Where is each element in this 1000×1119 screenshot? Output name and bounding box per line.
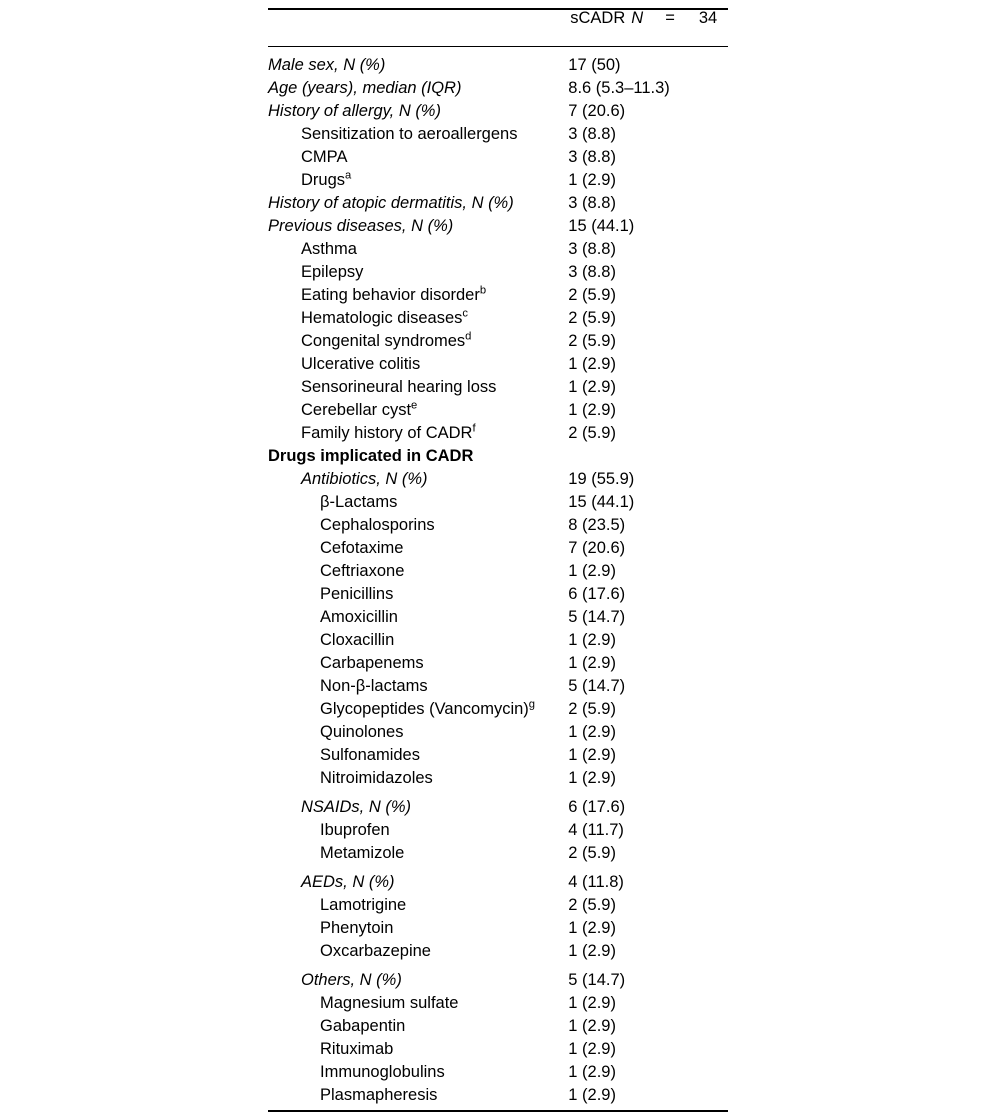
row-label-cell [268, 149, 568, 172]
table-row [268, 379, 728, 402]
row-label: Glycopeptides (Vancomycin) [320, 700, 529, 718]
row-label-cell [268, 770, 568, 793]
row-label: Cefotaxime [320, 539, 404, 557]
table-row [268, 845, 728, 868]
clinical-characteristics-table [268, 8, 728, 1112]
row-label-cell [268, 284, 568, 310]
row-label-cell [268, 1018, 568, 1041]
row-label-cell [268, 874, 568, 897]
table-head [268, 9, 728, 47]
table-row [268, 448, 728, 471]
row-value-cell: 6 (17.6) [568, 798, 626, 816]
table-row [268, 540, 728, 563]
row-label-cell [268, 632, 568, 655]
table-row [268, 356, 728, 379]
table-row [268, 586, 728, 609]
row-label: Cephalosporins [320, 516, 435, 534]
row-label: Gabapentin [320, 1017, 406, 1035]
row-label-cell [268, 494, 568, 517]
row-label: NSAIDs, N (%) [301, 798, 412, 816]
table-row [268, 701, 728, 724]
row-label-cell [268, 920, 568, 943]
row-label: Antibiotics, N (%) [301, 470, 428, 488]
row-label: CMPA [301, 148, 348, 166]
table-row [268, 402, 728, 425]
row-value-cell: 3 (8.8) [568, 148, 616, 166]
row-label-cell [268, 845, 568, 868]
row-label: Ceftriaxone [320, 562, 405, 580]
row-label-cell [268, 307, 568, 333]
table-row [268, 126, 728, 149]
row-label-cell [268, 799, 568, 822]
table-row [268, 47, 728, 81]
footnote-marker: b [479, 284, 487, 297]
row-label: Rituximab [320, 1040, 394, 1058]
row-label: Non-β-lactams [320, 677, 428, 695]
header-n-value: 34 [698, 9, 718, 27]
row-value-cell: 2 (5.9) [568, 700, 616, 718]
row-label: Sensitization to aeroallergens [301, 125, 518, 143]
row-label: Metamizole [320, 844, 405, 862]
table-row [268, 897, 728, 920]
table-row [268, 494, 728, 517]
row-label-cell [268, 943, 568, 966]
row-value-cell: 1 (2.9) [568, 942, 616, 960]
row-value-cell: 17 (50) [568, 56, 621, 74]
row-label: Ibuprofen [320, 821, 390, 839]
row-value-cell: 3 (8.8) [568, 194, 616, 212]
row-label: Congenital syndromes [301, 332, 466, 350]
row-label: Cerebellar cyst [301, 401, 412, 419]
row-value-cell: 1 (2.9) [568, 631, 616, 649]
table-row [268, 517, 728, 540]
row-label: Ulcerative colitis [301, 355, 421, 373]
row-label: Immunoglobulins [320, 1063, 445, 1081]
row-value-cell: 1 (2.9) [568, 355, 616, 373]
row-label-cell [268, 379, 568, 402]
row-value-cell: 1 (2.9) [568, 171, 616, 189]
row-label-cell [268, 897, 568, 920]
row-label: Hematologic diseases [301, 309, 463, 327]
row-value-cell: 5 (14.7) [568, 971, 626, 989]
table-row [268, 1018, 728, 1041]
row-label: Magnesium sulfate [320, 994, 459, 1012]
row-value-cell: 1 (2.9) [568, 1063, 616, 1081]
row-label-cell [268, 1041, 568, 1064]
row-label-cell [268, 80, 568, 103]
row-value-cell: 1 (2.9) [568, 723, 616, 741]
footnote-marker: e [411, 399, 418, 412]
table-row [268, 1041, 728, 1064]
row-label-cell [268, 724, 568, 747]
row-value-cell: 3 (8.8) [568, 240, 616, 258]
row-value-cell: 1 (2.9) [568, 562, 616, 580]
table-row [268, 632, 728, 655]
row-label: AEDs, N (%) [301, 873, 395, 891]
table-row [268, 972, 728, 995]
table-row [268, 747, 728, 770]
table-row [268, 1087, 728, 1110]
row-label-cell [268, 1087, 568, 1110]
row-value-cell: 1 (2.9) [568, 378, 616, 396]
row-label: Age (years), median (IQR) [268, 79, 462, 97]
row-label-cell [268, 399, 568, 425]
row-value-cell: 15 (44.1) [568, 217, 635, 235]
row-value-cell: 1 (2.9) [568, 401, 616, 419]
row-label: Amoxicillin [320, 608, 398, 626]
row-label: Male sex, N (%) [268, 56, 386, 74]
table-row [268, 310, 728, 333]
row-label-cell [268, 356, 568, 379]
row-label-cell [268, 540, 568, 563]
row-label-cell [268, 422, 568, 448]
row-label-cell [268, 169, 568, 195]
table-row [268, 172, 728, 195]
header-blank-cell [268, 9, 568, 47]
row-value-cell: 4 (11.8) [568, 873, 624, 891]
row-label-cell [268, 698, 568, 724]
row-label: History of allergy, N (%) [268, 102, 441, 120]
table-row [268, 149, 728, 172]
row-label: Others, N (%) [301, 971, 402, 989]
table-row [268, 241, 728, 264]
row-value-cell: 1 (2.9) [568, 654, 616, 672]
header-n-symbol: N [631, 9, 644, 27]
row-label-cell [268, 241, 568, 264]
row-label-cell [268, 563, 568, 586]
data-table [268, 8, 728, 1112]
row-label-cell [268, 678, 568, 701]
row-label: Drugs implicated in CADR [268, 447, 474, 465]
row-label-cell [268, 609, 568, 632]
row-label: Sensorineural hearing loss [301, 378, 497, 396]
table-row [268, 80, 728, 103]
row-value-cell: 3 (8.8) [568, 125, 616, 143]
row-label-cell [268, 1064, 568, 1087]
row-value-cell: 3 (8.8) [568, 263, 616, 281]
table-row [268, 103, 728, 126]
row-label: Previous diseases, N (%) [268, 217, 454, 235]
row-value-cell: 2 (5.9) [568, 424, 616, 442]
row-label-cell [268, 103, 568, 126]
table-row [268, 609, 728, 632]
row-value-cell: 2 (5.9) [568, 896, 616, 914]
row-value-cell [568, 448, 728, 471]
table-row [268, 799, 728, 822]
row-value-cell: 1 (2.9) [568, 1086, 616, 1104]
table-row [268, 655, 728, 678]
row-label: Family history of CADR [301, 424, 473, 442]
row-label: Cloxacillin [320, 631, 395, 649]
table-header-row [268, 9, 728, 47]
row-value-cell: 1 (2.9) [568, 994, 616, 1012]
row-value-cell: 2 (5.9) [568, 286, 616, 304]
row-label-cell [268, 822, 568, 845]
row-value-cell: 7 (20.6) [568, 102, 626, 120]
row-value-cell: 2 (5.9) [568, 309, 616, 327]
table-row [268, 195, 728, 218]
bottom-rule-left [268, 1110, 568, 1111]
row-label: Drugs [301, 171, 346, 189]
row-label-cell [268, 126, 568, 149]
table-foot [268, 1110, 728, 1111]
row-label-cell [268, 448, 568, 471]
row-label-cell [268, 995, 568, 1018]
row-label-cell [268, 195, 568, 218]
table-row [268, 425, 728, 448]
row-value-cell: 1 (2.9) [568, 1040, 616, 1058]
table-row [268, 770, 728, 793]
row-value-cell: 8.6 (5.3–11.3) [568, 79, 670, 97]
row-value-cell: 19 (55.9) [568, 470, 635, 488]
row-label: Phenytoin [320, 919, 394, 937]
row-label: Epilepsy [301, 263, 364, 281]
row-label-cell [268, 471, 568, 494]
row-label: Nitroimidazoles [320, 769, 433, 787]
table-row [268, 1064, 728, 1087]
row-value-cell: 1 (2.9) [568, 919, 616, 937]
row-value-cell: 15 (44.1) [568, 493, 635, 511]
row-label: History of atopic dermatitis, N (%) [268, 194, 514, 212]
header-group-cell [568, 9, 728, 47]
row-value-cell: 2 (5.9) [568, 332, 616, 350]
table-bottom-rule-row [268, 1110, 728, 1111]
row-label-cell [268, 330, 568, 356]
row-label: Carbapenems [320, 654, 424, 672]
row-label-cell [268, 47, 568, 81]
row-label: Lamotrigine [320, 896, 407, 914]
row-label-cell [268, 972, 568, 995]
row-label: Plasmapheresis [320, 1086, 438, 1104]
row-value-cell: 5 (14.7) [568, 608, 626, 626]
row-value-cell: 7 (20.6) [568, 539, 626, 557]
table-row [268, 874, 728, 897]
bottom-rule-right [568, 1110, 728, 1111]
row-label: Quinolones [320, 723, 404, 741]
table-row [268, 995, 728, 1018]
table-row [268, 333, 728, 356]
footnote-marker: c [462, 307, 469, 320]
row-label: Eating behavior disorder [301, 286, 480, 304]
table-row [268, 218, 728, 241]
row-value-cell: 5 (14.7) [568, 677, 626, 695]
row-label-cell [268, 264, 568, 287]
table-body [268, 47, 728, 1111]
row-label: Sulfonamides [320, 746, 420, 764]
row-label-cell [268, 747, 568, 770]
table-row [268, 822, 728, 845]
row-label-cell [268, 655, 568, 678]
table-row [268, 264, 728, 287]
table-row [268, 471, 728, 494]
header-equals-sign: = [665, 9, 675, 27]
table-row [268, 943, 728, 966]
row-value-cell: 1 (2.9) [568, 769, 616, 787]
row-value-cell: 4 (11.7) [568, 821, 624, 839]
row-value-cell: 2 (5.9) [568, 844, 616, 862]
row-value-cell: 6 (17.6) [568, 585, 626, 603]
header-group-label: sCADR [570, 9, 626, 27]
row-label: Penicillins [320, 585, 394, 603]
table-row [268, 724, 728, 747]
table-row [268, 563, 728, 586]
footnote-marker: a [345, 169, 352, 182]
row-value-cell: 1 (2.9) [568, 1017, 616, 1035]
row-label: Asthma [301, 240, 357, 258]
row-value-cell: 1 (2.9) [568, 746, 616, 764]
table-row [268, 678, 728, 701]
table-row [268, 287, 728, 310]
footnote-marker: g [528, 698, 536, 711]
row-label: β-Lactams [320, 493, 398, 511]
row-label-cell [268, 218, 568, 241]
row-value-cell: 8 (23.5) [568, 516, 626, 534]
footnote-marker: f [472, 422, 476, 435]
row-label: Oxcarbazepine [320, 942, 431, 960]
table-row [268, 920, 728, 943]
row-label-cell [268, 586, 568, 609]
footnote-marker: d [465, 330, 472, 343]
row-label-cell [268, 517, 568, 540]
